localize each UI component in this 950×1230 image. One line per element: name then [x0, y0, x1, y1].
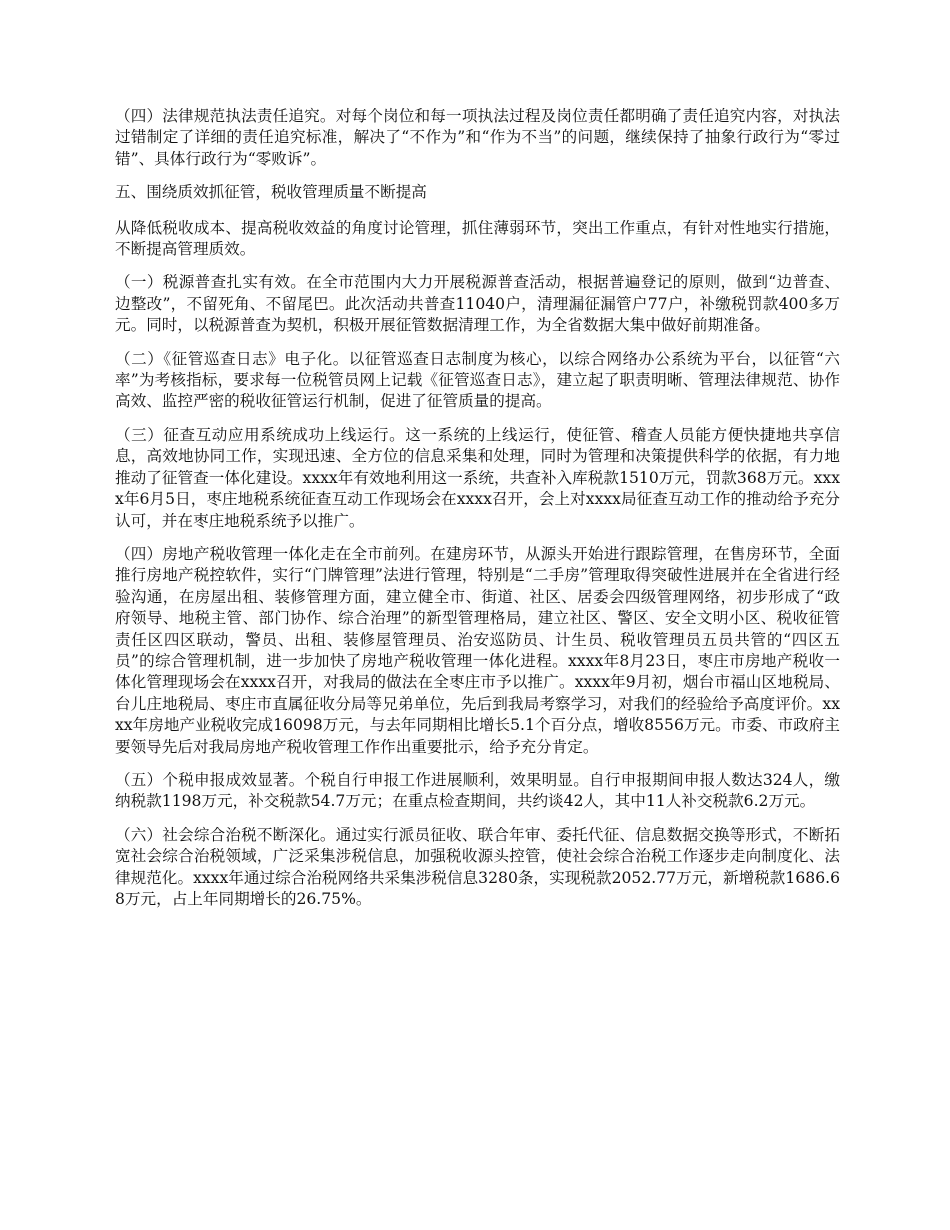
paragraph-personal-income-tax: （五）个税申报成效显著。个税自行申报工作进展顺利，效果明显。自行申报期间申报人数达324人，缴纳税款1198万元，补交税款54.7万元；在重点检查期间，共约谈42人，其中11人补交税款6.2万元。 — [115, 770, 840, 811]
paragraph-comprehensive-tax: （六）社会综合治税不断深化。通过实行派员征收、联合年审、委托代征、信息数据交换等形式，不断拓宽社会综合治税领域，广泛采集涉税信息，加强税收源头控管，使社会综合治税工作逐步走向制度化、法律规范化。xxxx年通过综合治税网络共采集涉税信息3280条，实现税款2052.77万元，新增税款1686.68万元，占上年同期增长的26.75%。 — [115, 825, 840, 908]
section-heading-five: 五、围绕质效抓征管，税收管理质量不断提高 — [115, 183, 427, 202]
paragraph-interaction-system: （三）征查互动应用系统成功上线运行。这一系统的上线运行，使征管、稽查人员能方便快捷地共享信息，高效地协同工作，实现迅速、全方位的信息采集和处理，同时为管理和决策提供科学的依据，有力地推动了征管查一体化建设。xxxx年有效地利用这一系统，共查补入库税款1510万元，罚款368万元。xxxx年6月5日，枣庄地税系统征查互动工作现场会在xxxx召开，会上对xxxx局征查互动工作的推动给予充分认可，并在枣庄地税系统予以推广。 — [115, 425, 840, 530]
paragraph-real-estate-tax: （四）房地产税收管理一体化走在全市前列。在建房环节，从源头开始进行跟踪管理，在售房环节，全面推行房地产税控软件，实行“门牌管理”法进行管理，特别是“二手房”管理取得突破性进展并在全省进行经验沟通，在房屋出租、装修管理方面，建立健全市、街道、社区、居委会四级管理网络，初步形成了“政府领导、地税主管、部门协作、综合治理”的新型管理格局，建立社区、警区、安全文明小区、税收征管责任区四区联动，警员、出租、装修屋管理员、治安巡防员、计生员、税收管理员五员共管的“四区五员”的综合管理机制，进一步加快了房地产税收管理一体化进程。xxxx年8月23日，枣庄市房地产税收一体化管理现场会在xxxx召开，对我局的做法在全枣庄市予以推广。xxxx年9月初，烟台市福山区地税局、台儿庄地税局、枣庄市直属征收分局等兄弟单位，先后到我局考察学习，对我们的经验给予高度评价。xxxx年房地产业税收完成16098万元，与去年同期相比增长5.1个百分点，增收8556万元。市委、市政府主要领导先后对我局房地产税收管理工作作出重要批示，给予充分肯定。 — [115, 544, 840, 756]
paragraph-section-intro: 从降低税收成本、提高税收效益的角度讨论管理，抓住薄弱环节，突出工作重点，有针对性地实行措施，不断提高管理质效。 — [115, 218, 840, 259]
document-body — [115, 106, 840, 922]
paragraph-legal-accountability: （四）法律规范执法责任追究。对每个岗位和每一项执法过程及岗位责任都明确了责任追究内容，对执法过错制定了详细的责任追究标准，解决了“不作为”和“作为不当”的问题，继续保持了抽象行政行为“零过错”、具体行政行为“零败诉”。 — [115, 107, 840, 168]
paragraph-inspection-log: （二）《征管巡查日志》电子化。以征管巡查日志制度为核心，以综合网络办公系统为平台，以征管“六率”为考核指标，要求每一位税管员网上记载《征管巡查日志》，建立起了职责明晰、管理法律规范、协作高效、监控严密的税收征管运行机制，促进了征管质量的提高。 — [115, 349, 840, 411]
paragraph-tax-source-survey: （一）税源普查扎实有效。在全市范围内大力开展税源普查活动，根据普遍登记的原则，做到“边普查、边整改”，不留死角、不留尾巴。此次活动共普查11040户，清理漏征漏管户77户，补缴税罚款400多万元。同时，以税源普查为契机，积极开展征管数据清理工作，为全省数据大集中做好前期准备。 — [115, 273, 840, 335]
